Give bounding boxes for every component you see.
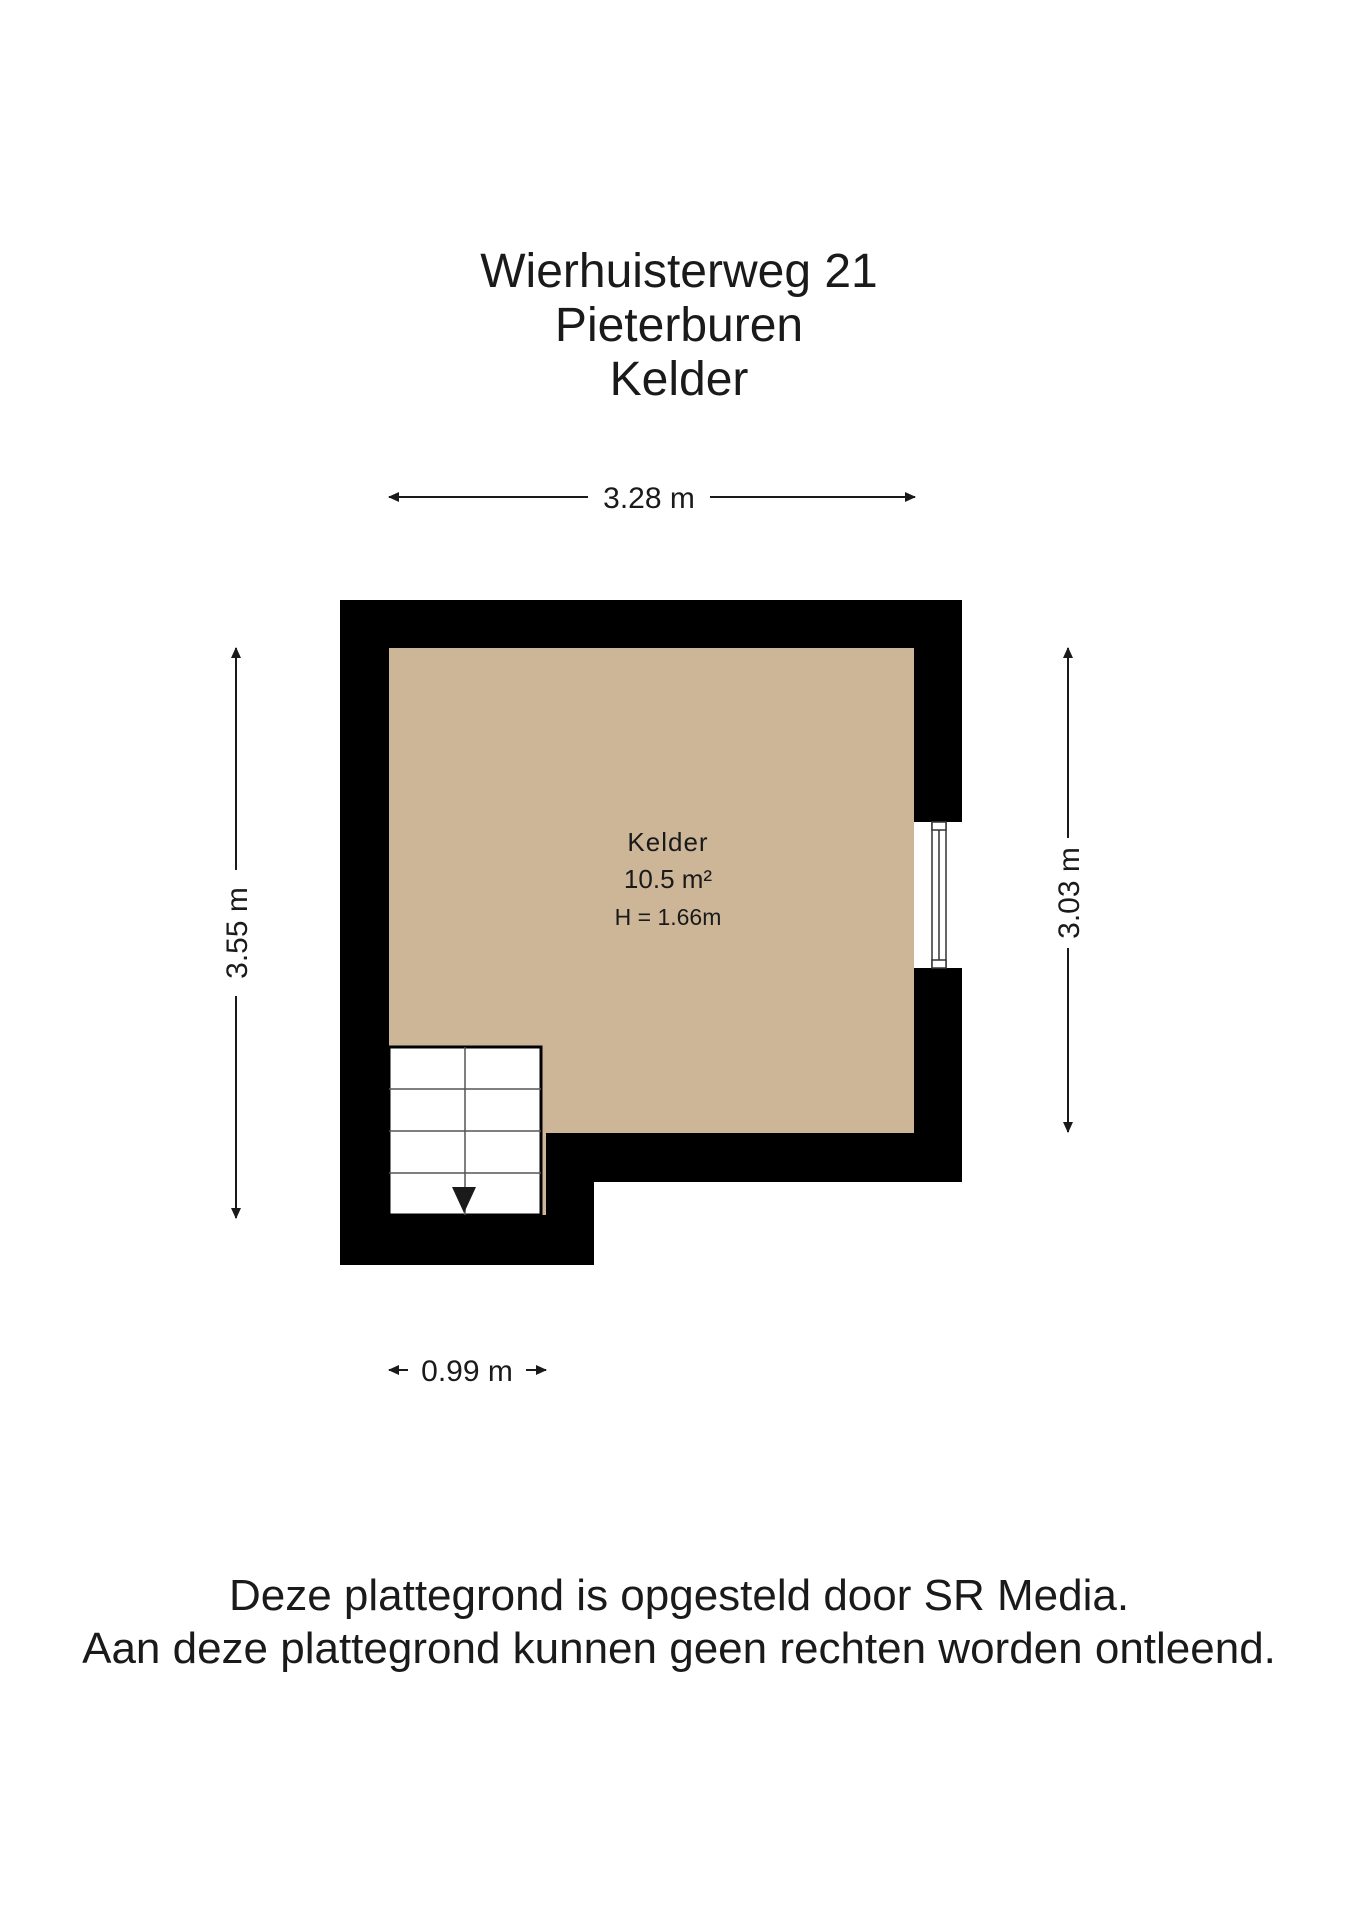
room-area: 10.5 m² [623, 864, 713, 894]
dimension-right [1053, 648, 1086, 1132]
dimension-stairs [389, 1355, 546, 1388]
floor-name: Kelder [609, 353, 749, 406]
dimension-top [389, 482, 915, 515]
dimension-left [221, 648, 254, 1218]
dimension-right-label: 3.03 m [1053, 847, 1086, 939]
staircase [389, 1047, 541, 1215]
address-city: Pieterburen [554, 299, 804, 352]
room-height: H = 1.66m [614, 904, 722, 930]
dimension-left-label: 3.55 m [221, 887, 254, 979]
room-name: Kelder [627, 827, 709, 857]
dimension-top-label: 3.28 m [603, 482, 695, 515]
address-street: Wierhuisterweg 21 [480, 245, 878, 298]
window [914, 822, 962, 968]
disclaimer-line-1: Deze plattegrond is opgesteld door SR Media. [228, 1571, 1130, 1620]
disclaimer-line-2: Aan deze plattegrond kunnen geen rechten worden ontleend. [82, 1624, 1276, 1673]
dimension-stairs-label: 0.99 m [421, 1355, 513, 1388]
